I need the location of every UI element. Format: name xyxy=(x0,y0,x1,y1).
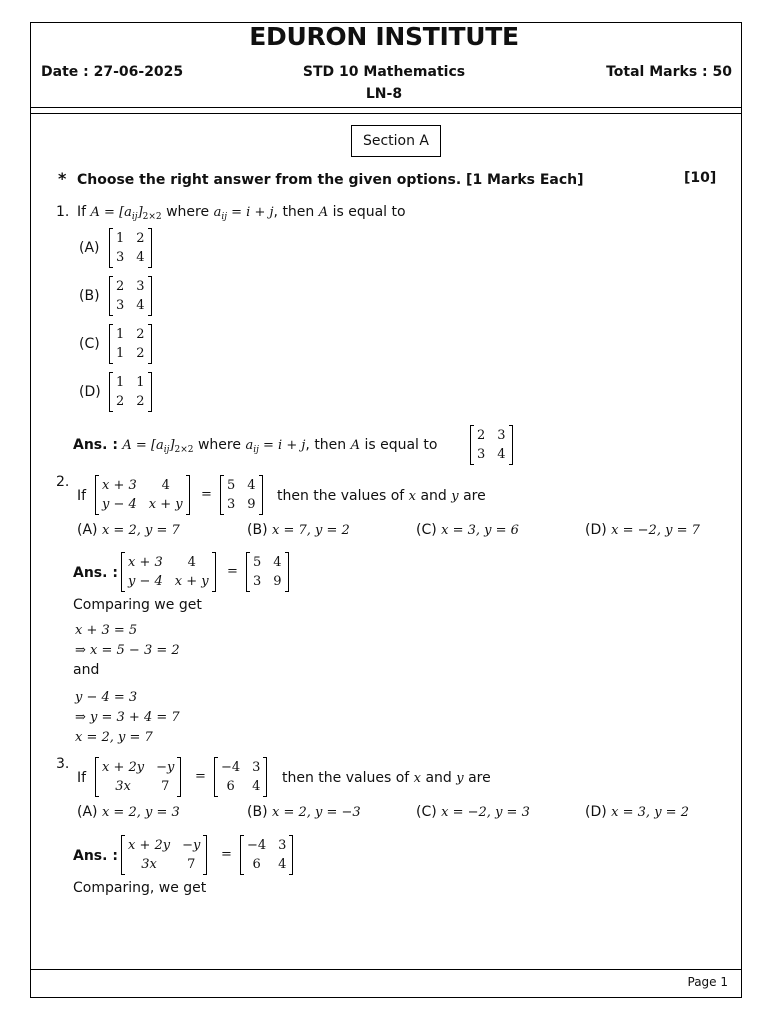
bullet-star: * xyxy=(58,169,67,188)
q2-number: 2. xyxy=(56,474,70,490)
q3-answer-label: Ans. : xyxy=(73,848,118,864)
institute-title: EDURON INSTITUTE xyxy=(249,22,519,51)
q2-answer-equals: = xyxy=(227,564,238,579)
q2-rhs-matrix: 5 4 3 9 xyxy=(220,476,263,514)
total-marks: Total Marks : 50 xyxy=(606,64,732,80)
q3-answer-equals: = xyxy=(221,847,232,862)
section-marks: [10] xyxy=(684,170,717,186)
q3-rhs-matrix: −4 3 6 4 xyxy=(214,758,267,796)
q2-answer-rhs-matrix: 5 4 3 9 xyxy=(246,553,289,591)
q2-option-d: (D) x = −2, y = 7 xyxy=(585,522,700,538)
q2-answer-label: Ans. : xyxy=(73,565,118,581)
q1-number: 1. xyxy=(56,204,70,220)
q1-option-d-matrix: 1 1 2 2 xyxy=(109,373,152,411)
q2-step-1: x + 3 = 5 xyxy=(75,623,138,638)
q1-answer: Ans. : $A = [a_{ij}]_{2\times 2}$ where $a_{ij} = i + j$, then A is equal to xyxy=(73,437,438,455)
q3-stem: then the values of x and y are xyxy=(282,770,491,786)
q2-step-4: ⇒ y = 3 + 4 = 7 xyxy=(75,710,180,725)
q2-answer-lhs-matrix: x + 3 4 y − 4 x + y xyxy=(121,553,216,591)
footer-divider xyxy=(30,969,742,970)
q1-option-b-label: (B) xyxy=(79,288,100,304)
q2-step-5: x = 2, y = 7 xyxy=(75,730,153,745)
q1-option-b-matrix: 2 3 3 4 xyxy=(109,277,152,315)
q3-option-b: (B) x = 2, y = −3 xyxy=(247,804,361,820)
q3-equals: = xyxy=(195,769,206,784)
q1-option-a-label: (A) xyxy=(79,240,100,256)
q3-option-c: (C) x = −2, y = 3 xyxy=(416,804,530,820)
subject-title: STD 10 Mathematics xyxy=(302,64,466,80)
q2-stem: then the values of x and y are xyxy=(277,488,486,504)
q2-and: and xyxy=(73,662,100,678)
q3-comparing: Comparing, we get xyxy=(73,880,207,896)
q3-answer-lhs-matrix: x + 2y −y 3x 7 xyxy=(121,836,207,874)
q2-equals: = xyxy=(201,487,212,502)
page-number: Page 1 xyxy=(687,975,728,989)
q1-answer-matrix: 2 3 3 4 xyxy=(470,426,513,464)
q1-option-c-label: (C) xyxy=(79,336,100,352)
section-title: Section A xyxy=(351,125,441,157)
section-instruction: Choose the right answer from the given options. [1 Marks Each] xyxy=(77,172,584,188)
q3-option-a: (A) x = 2, y = 3 xyxy=(77,804,180,820)
q3-answer-rhs-matrix: −4 3 6 4 xyxy=(240,836,293,874)
q2-step-3: y − 4 = 3 xyxy=(75,690,138,705)
q1-option-a-matrix: 1 2 3 4 xyxy=(109,229,152,267)
q2-option-b: (B) x = 7, y = 2 xyxy=(247,522,350,538)
q2-if: If xyxy=(77,488,87,504)
q1-option-d-label: (D) xyxy=(79,384,101,400)
q3-number: 3. xyxy=(56,756,70,772)
q3-lhs-matrix: x + 2y −y 3x 7 xyxy=(95,758,181,796)
header-divider-2 xyxy=(30,113,742,114)
q3-option-d: (D) x = 3, y = 2 xyxy=(585,804,689,820)
q2-option-a: (A) x = 2, y = 7 xyxy=(77,522,180,538)
lesson-code: LN-8 xyxy=(365,86,403,102)
header-divider xyxy=(30,107,742,108)
q2-step-2: ⇒ x = 5 − 3 = 2 xyxy=(75,643,180,658)
q2-lhs-matrix: x + 3 4 y − 4 x + y xyxy=(95,476,190,514)
q1-stem: If $A = [a_{ij}]_{2\times 2}$ where $a_{ij} = i + j$, then A is equal to xyxy=(77,204,406,222)
exam-date: Date : 27-06-2025 xyxy=(41,64,184,80)
q1-option-c-matrix: 1 2 1 2 xyxy=(109,325,152,363)
q2-comparing: Comparing we get xyxy=(73,597,202,613)
q2-option-c: (C) x = 3, y = 6 xyxy=(416,522,519,538)
q3-if: If xyxy=(77,770,87,786)
